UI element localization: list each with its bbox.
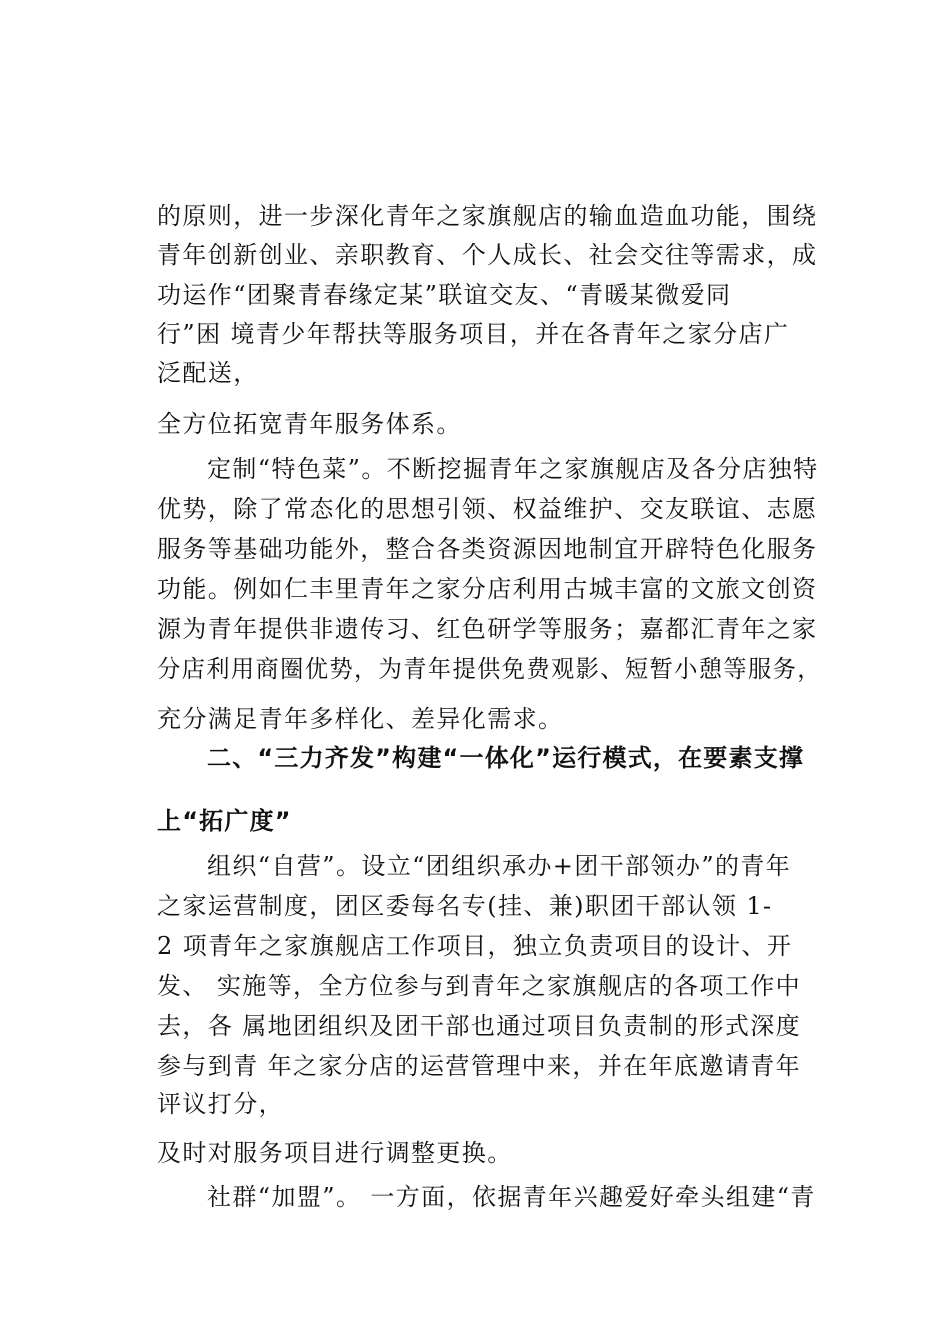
paragraph-line: 优势，除了常态化的思想引领、权益维护、交友联谊、志愿 [157,495,818,523]
paragraph-line: 行”困 境青少年帮扶等服务项目，并在各青年之家分店广 [157,320,790,348]
paragraph-line: 泛配送， [157,359,259,387]
section-heading: 二、“三力齐发”构建“一体化”运行模式，在要素支撑 [207,744,805,772]
paragraph-line: 分店利用商圈优势，为青年提供免费观影、短暂小憩等服务， [157,655,822,683]
paragraph-line: 组织“自营”。设立“团组织承办+团干部领办”的青年 [207,852,792,880]
paragraph-line: 功运作“团聚青春缘定某”联谊交友、“青暖某微爱同 [157,281,732,309]
paragraph-line: 及时对服务项目进行调整更换。 [157,1139,513,1167]
paragraph-line: 2 项青年之家旗舰店工作项目，独立负责项目的设计、开 [157,932,793,960]
section-heading: 上“拓广度” [157,807,292,835]
paragraph-line: 之家运营制度，团区委每名专(挂、兼)职团干部认领 1- [157,892,773,920]
paragraph-line: 去，各 属地团组织及团干部也通过项目负责制的形式深度 [157,1012,802,1040]
paragraph-line: 评议打分， [157,1090,284,1118]
paragraph-line: 全方位拓宽青年服务体系。 [157,410,462,438]
paragraph-line: 服务等基础功能外，整合各类资源因地制宜开辟特色化服务 [157,535,818,563]
paragraph-line: 发、 实施等，全方位参与到青年之家旗舰店的各项工作中 [157,972,802,1000]
paragraph-line: 定制“特色菜”。不断挖掘青年之家旗舰店及各分店独特 [207,455,819,483]
paragraph-line: 充分满足青年多样化、差异化需求。 [157,705,564,733]
paragraph-line: 社群“加盟”。 一方面，依据青年兴趣爱好牵头组建“青 [207,1183,816,1211]
paragraph-line: 功能。例如仁丰里青年之家分店利用古城丰富的文旅文创资 [157,575,818,603]
paragraph-line: 源为青年提供非遗传习、红色研学等服务；嘉都汇青年之家 [157,615,818,643]
paragraph-line: 青年创新创业、亲职教育、个人成长、社会交往等需求，成 [157,241,818,269]
paragraph-line: 参与到青 年之家分店的运营管理中来，并在年底邀请青年 [157,1052,802,1080]
paragraph-line: 的原则，进一步深化青年之家旗舰店的输血造血功能，围绕 [157,202,818,230]
